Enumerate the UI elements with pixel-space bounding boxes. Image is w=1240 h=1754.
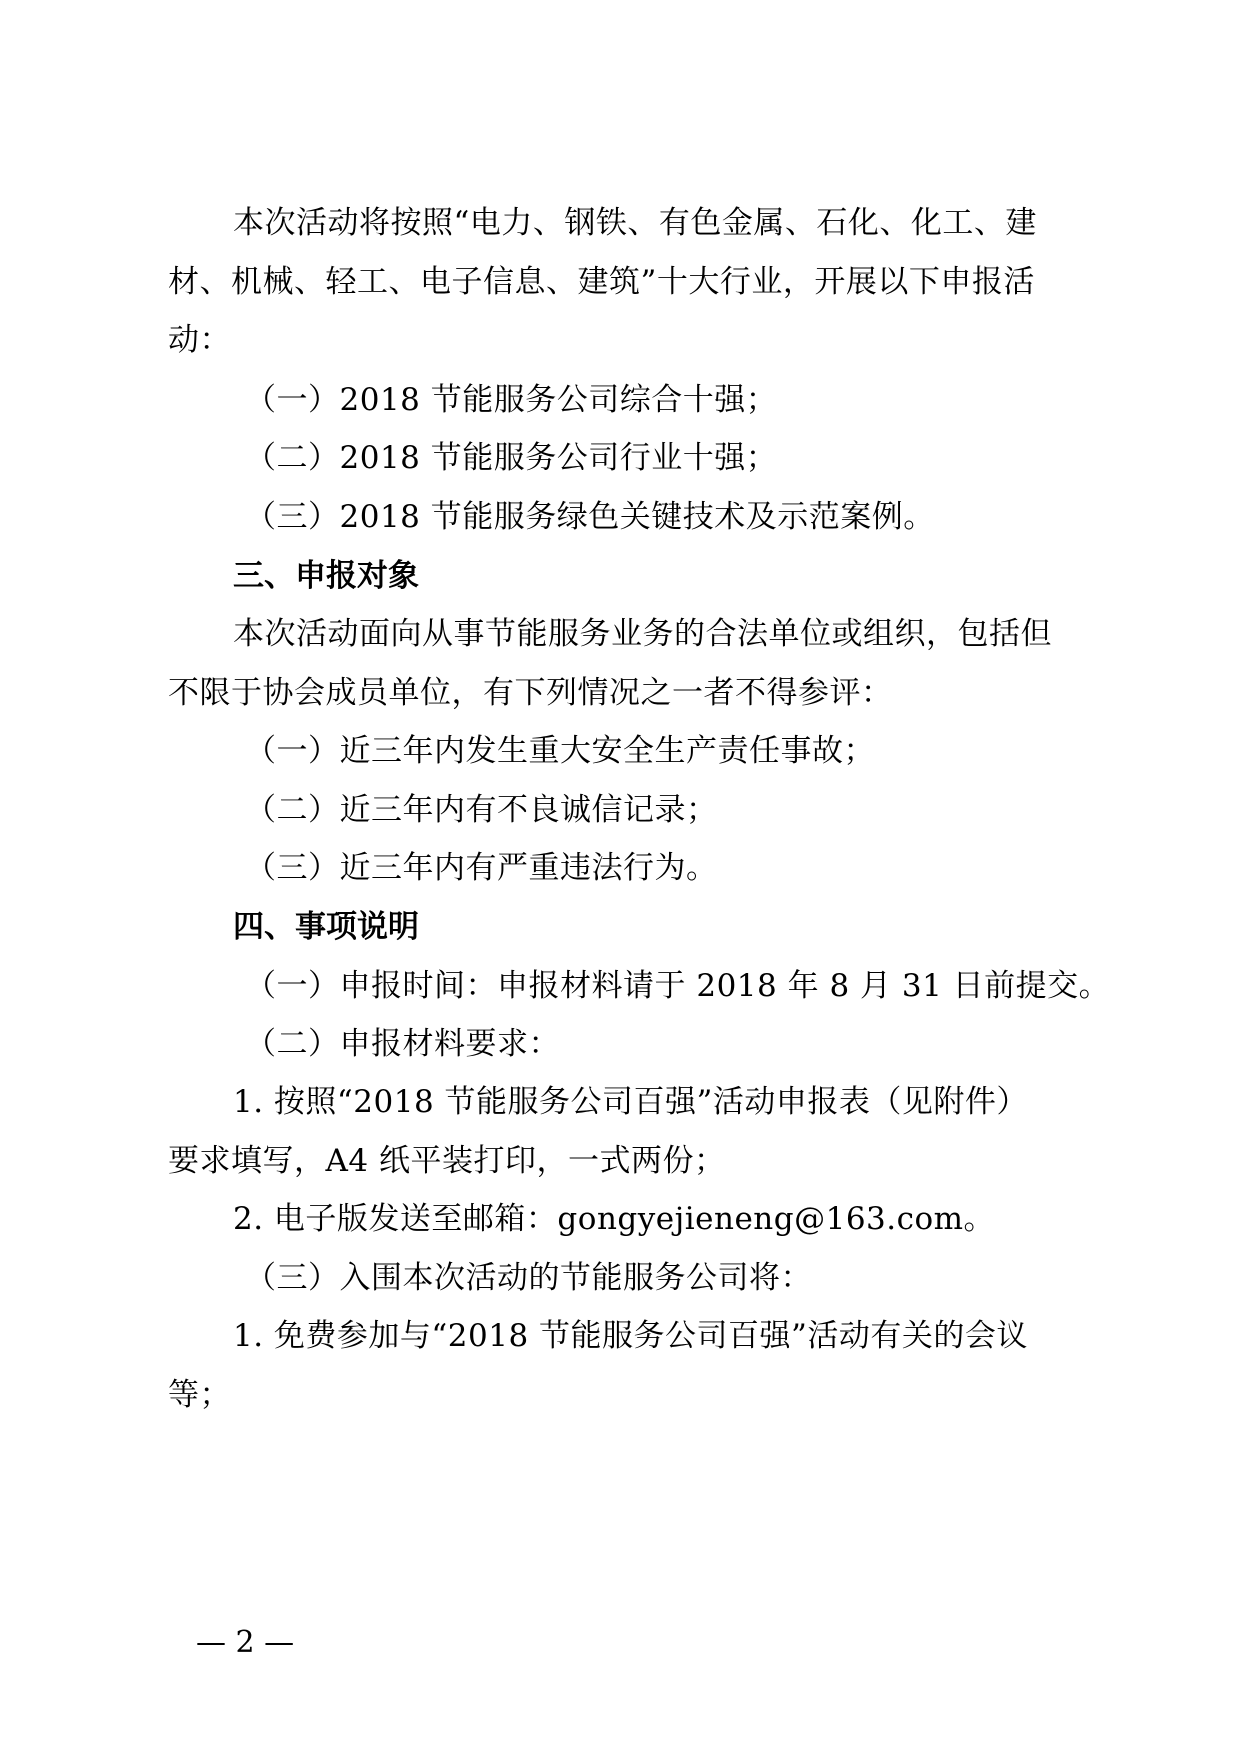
section-3-item-3: （三）近三年内有严重违法行为。 [245,850,718,886]
intro-item-2: （二）2018 节能服务公司行业十强； [245,440,778,476]
intro-paragraph-line-2: 材、机械、轻工、电子信息、建筑”十大行业，开展以下申报活 [168,264,1035,300]
section-4-item-2-sub-2: 2. 电子版发送至邮箱：gongyejieneng@163.com。 [233,1201,996,1237]
section-4-item-2: （二）申报材料要求： [245,1026,560,1062]
intro-item-3: （三）2018 节能服务绿色关键技术及示范案例。 [245,499,935,535]
section-4-item-2-sub-1-line-1: 1. 按照“2018 节能服务公司百强”活动申报表（见附件） [233,1084,1028,1120]
intro-paragraph-line-1: 本次活动将按照“电力、钢铁、有色金属、石化、化工、建 [233,205,1037,241]
section-3-item-2: （二）近三年内有不良诚信记录； [245,792,718,828]
section-4-item-3-sub-1-line-1: 1. 免费参加与“2018 节能服务公司百强”活动有关的会议 [233,1318,1028,1354]
section-3-item-1: （一）近三年内发生重大安全生产责任事故； [245,733,875,769]
intro-item-1: （一）2018 节能服务公司综合十强； [245,382,778,418]
section-3-heading: 三、申报对象 [233,558,419,594]
intro-paragraph-line-3: 动： [168,322,231,358]
section-4-item-3-sub-1-line-2: 等； [168,1377,231,1413]
page-number: — 2 — [196,1625,295,1660]
section-4-item-1: （一）申报时间：申报材料请于 2018 年 8 月 31 日前提交。 [245,968,1111,1004]
section-4-item-2-sub-1-line-2: 要求填写，A4 纸平装打印，一式两份； [168,1143,726,1179]
section-3-paragraph-line-2: 不限于协会成员单位，有下列情况之一者不得参评： [168,675,893,711]
section-4-item-3: （三）入围本次活动的节能服务公司将： [245,1260,812,1296]
section-3-paragraph-line-1: 本次活动面向从事节能服务业务的合法单位或组织，包括但 [233,616,1052,652]
section-4-heading: 四、事项说明 [233,909,419,945]
